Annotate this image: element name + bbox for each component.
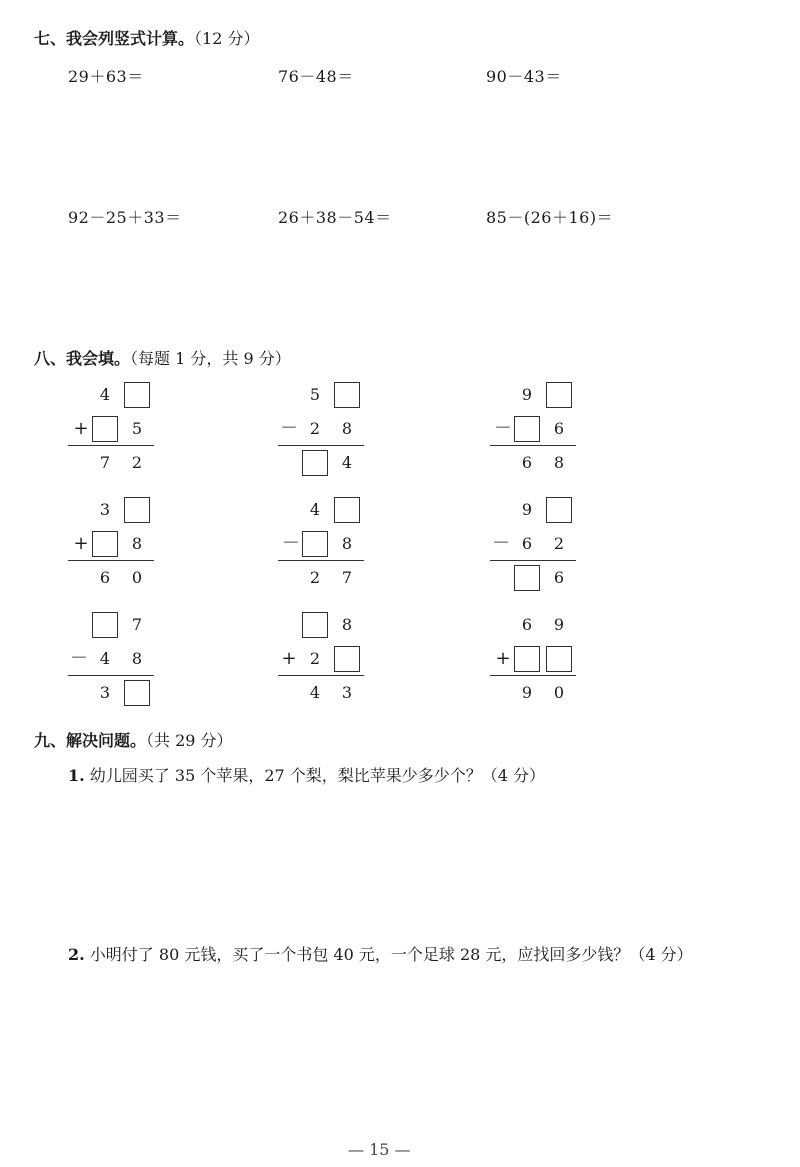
section7-points: （12 分） [194, 29, 260, 48]
puzzle-4-mid-tens-blank-box[interactable] [92, 531, 118, 557]
puzzle-2-operator: － [280, 418, 298, 439]
puzzle-9-mid-tens-blank-box[interactable] [514, 646, 540, 672]
puzzle-7-bot-ones-blank-box[interactable] [124, 680, 150, 706]
problem-1-number: 1. [68, 766, 85, 785]
puzzle-6-mid-tens: 6 [521, 534, 533, 553]
puzzle-4-sum-line [68, 560, 154, 561]
puzzle-2 [278, 382, 388, 492]
puzzle-8-bot-tens: 4 [309, 683, 321, 702]
puzzle-3-bot-ones: 8 [553, 453, 565, 472]
puzzle-3-mid-ones: 6 [553, 419, 565, 438]
puzzle-5-mid-ones: 8 [341, 534, 353, 553]
problem-2-number: 2. [68, 945, 85, 964]
puzzle-6-bot-ones: 6 [553, 568, 565, 587]
puzzle-5-top-tens: 4 [309, 500, 321, 519]
puzzle-6-sum-line [490, 560, 576, 561]
puzzle-7-sum-line [68, 675, 154, 676]
puzzle-6-operator: － [492, 533, 510, 554]
puzzle-8-top-tens-blank-box[interactable] [302, 612, 328, 638]
puzzle-7-top-ones: 7 [131, 615, 143, 634]
section8-title: 八、我会填。 [34, 349, 131, 368]
puzzle-9-bot-tens: 9 [521, 683, 533, 702]
puzzle-3 [490, 382, 600, 492]
puzzle-7-mid-tens: 4 [99, 649, 111, 668]
puzzle-8-mid-ones-blank-box[interactable] [334, 646, 360, 672]
puzzle-6-top-tens: 9 [521, 500, 533, 519]
puzzle-2-sum-line [278, 445, 364, 446]
problem-1-text: 幼儿园买了 35 个苹果，27 个梨，梨比苹果少多少个？（4 分） [89, 766, 546, 785]
puzzle-4-bot-ones: 0 [131, 568, 143, 587]
puzzle-5-mid-tens-blank-box[interactable] [302, 531, 328, 557]
puzzle-9-operator: + [495, 648, 511, 669]
puzzle-9-bot-ones: 0 [553, 683, 565, 702]
puzzle-4-top-tens: 3 [99, 500, 111, 519]
puzzle-3-sum-line [490, 445, 576, 446]
puzzle-3-top-ones-blank-box[interactable] [546, 382, 572, 408]
problem-2 [68, 942, 693, 965]
puzzle-3-mid-tens-blank-box[interactable] [514, 416, 540, 442]
puzzle-2-top-ones-blank-box[interactable] [334, 382, 360, 408]
puzzle-9-sum-line [490, 675, 576, 676]
puzzle-3-operator: － [494, 418, 512, 439]
section9-heading [34, 728, 233, 751]
problem-1 [68, 763, 545, 786]
puzzle-4-top-ones-blank-box[interactable] [124, 497, 150, 523]
puzzle-7-bot-tens: 3 [99, 683, 111, 702]
puzzle-6-mid-ones: 2 [553, 534, 565, 553]
puzzle-5-sum-line [278, 560, 364, 561]
puzzle-9-top-tens: 6 [521, 615, 533, 634]
puzzle-8-mid-tens: 2 [309, 649, 321, 668]
puzzle-4 [68, 497, 178, 607]
puzzle-1-bot-ones: 2 [131, 453, 143, 472]
puzzle-8-sum-line [278, 675, 364, 676]
puzzle-8 [278, 612, 388, 722]
puzzle-1-mid-ones: 5 [131, 419, 143, 438]
puzzle-1-top-tens: 4 [99, 385, 111, 404]
puzzle-1-bot-tens: 7 [99, 453, 111, 472]
puzzle-1-mid-tens-blank-box[interactable] [92, 416, 118, 442]
puzzle-8-operator: + [281, 648, 297, 669]
puzzle-4-mid-ones: 8 [131, 534, 143, 553]
section8-points: （每题 1 分，共 9 分） [130, 349, 291, 368]
puzzle-1-operator: + [73, 418, 89, 439]
puzzle-9-mid-ones-blank-box[interactable] [546, 646, 572, 672]
puzzle-9-top-ones: 9 [553, 615, 565, 634]
section9-points: （共 29 分） [146, 731, 233, 750]
section7-heading [34, 26, 259, 49]
puzzle-7-mid-ones: 8 [131, 649, 143, 668]
puzzle-1-sum-line [68, 445, 154, 446]
puzzle-9 [490, 612, 600, 722]
expr-6: 85－(26＋16)＝ [486, 208, 614, 227]
puzzle-2-mid-tens: 2 [309, 419, 321, 438]
puzzle-5-top-ones-blank-box[interactable] [334, 497, 360, 523]
expr-1: 29＋63＝ [68, 67, 144, 86]
puzzle-5-bot-tens: 2 [309, 568, 321, 587]
section7-title: 七、我会列竖式计算。 [34, 29, 195, 48]
puzzle-6-top-ones-blank-box[interactable] [546, 497, 572, 523]
puzzle-1 [68, 382, 178, 492]
puzzle-2-bot-tens-blank-box[interactable] [302, 450, 328, 476]
expr-4: 92－25＋33＝ [68, 208, 182, 227]
puzzle-2-mid-ones: 8 [341, 419, 353, 438]
section8-heading [34, 346, 291, 369]
puzzle-8-top-ones: 8 [341, 615, 353, 634]
puzzle-5 [278, 497, 388, 607]
puzzle-6-bot-tens-blank-box[interactable] [514, 565, 540, 591]
puzzle-3-bot-tens: 6 [521, 453, 533, 472]
puzzle-1-top-ones-blank-box[interactable] [124, 382, 150, 408]
puzzle-5-operator: － [282, 533, 300, 554]
section9-title: 九、解决问题。 [34, 731, 147, 750]
puzzle-7 [68, 612, 178, 722]
puzzle-2-top-tens: 5 [309, 385, 321, 404]
problem-2-text: 小明付了 80 元钱，买了一个书包 40 元，一个足球 28 元，应找回多少钱？（4 分） [89, 945, 693, 964]
puzzle-4-operator: + [73, 533, 89, 554]
page-number: — 15 — [348, 1140, 411, 1159]
puzzle-2-bot-ones: 4 [341, 453, 353, 472]
puzzle-7-operator: － [70, 648, 88, 669]
puzzle-3-top-tens: 9 [521, 385, 533, 404]
expr-3: 90－43＝ [486, 67, 562, 86]
puzzle-8-bot-ones: 3 [341, 683, 353, 702]
expr-5: 26＋38－54＝ [278, 208, 392, 227]
puzzle-6 [490, 497, 600, 607]
puzzle-7-top-tens-blank-box[interactable] [92, 612, 118, 638]
expr-2: 76－48＝ [278, 67, 354, 86]
puzzle-4-bot-tens: 6 [99, 568, 111, 587]
puzzle-5-bot-ones: 7 [341, 568, 353, 587]
